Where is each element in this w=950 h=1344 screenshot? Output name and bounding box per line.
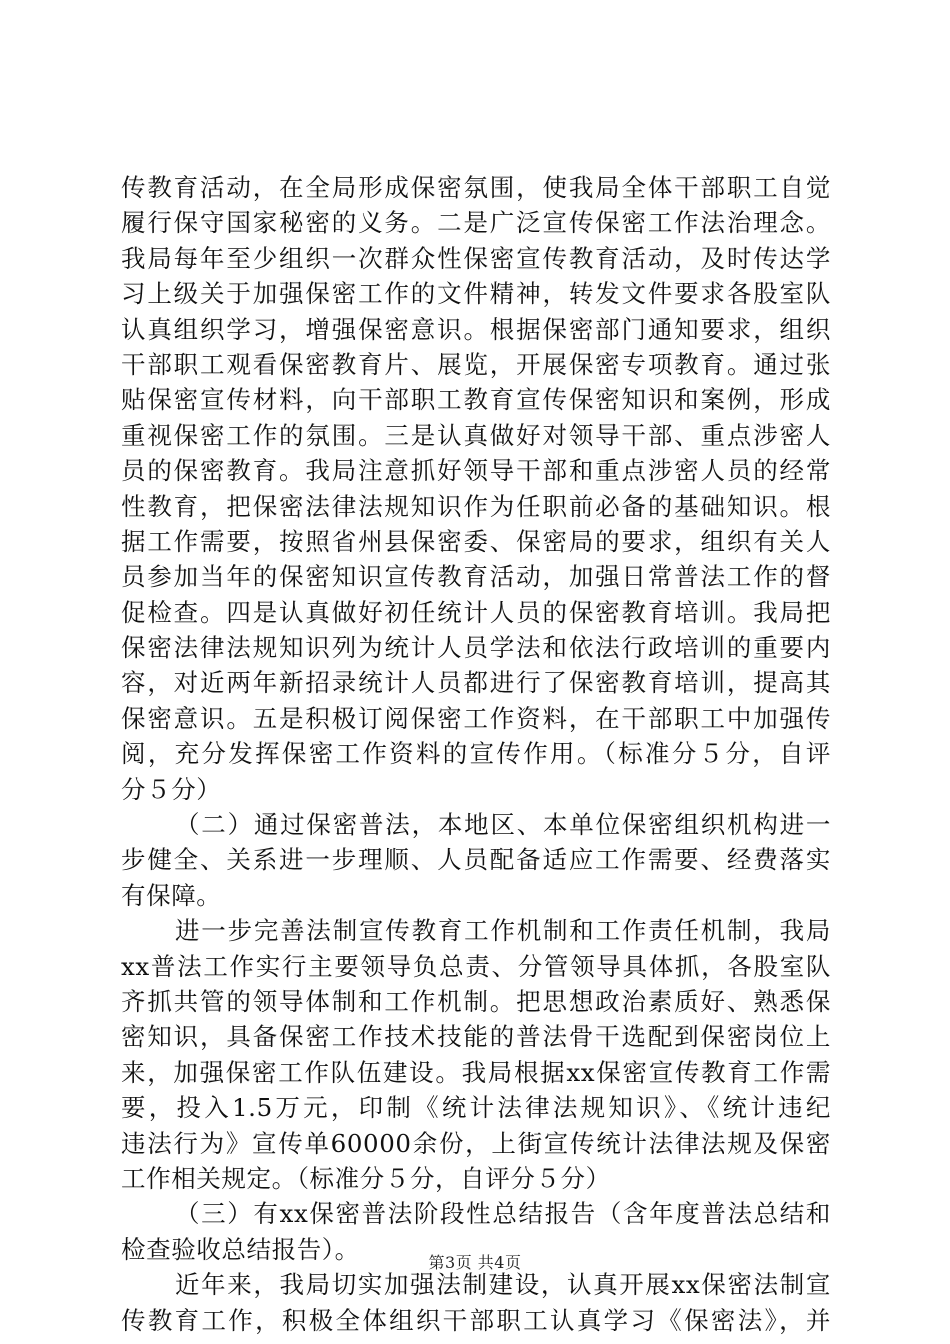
text-line: 有保障。: [121, 880, 222, 910]
text-line: 步健全、关系进一步理顺、人员配备适应工作需要、经费落实: [121, 845, 831, 875]
text-line: xx普法工作实行主要领导负总责、分管领导具体抓，各股室队: [121, 951, 831, 981]
text-line: 容，对近两年新招录统计人员都进行了保密教育培训，提高其: [121, 668, 831, 698]
section-heading-3: （三）有xx保密普法阶段性总结报告（含年度普法总结和: [175, 1199, 831, 1229]
text-line: 阅，充分发挥保密工作资料的宣传作用。（标准分５分，自评: [121, 739, 831, 769]
text-line: 重视保密工作的氛围。三是认真做好对领导干部、重点涉密人: [121, 420, 831, 450]
text-line: 我局每年至少组织一次群众性保密宣传教育活动，及时传达学: [121, 243, 831, 273]
text-line: 检查验收总结报告）。: [121, 1234, 360, 1264]
text-line: 传教育工作，积极全体组织干部职工认真学习《保密法》，并: [121, 1305, 831, 1335]
paragraph-start: 进一步完善法制宣传教育工作机制和工作责任机制，我局: [175, 916, 831, 946]
text-line: 据工作需要，按照省州县保密委、保密局的要求，组织有关人: [121, 526, 831, 556]
paragraph-start: 近年来，我局切实加强法制建设，认真开展xx保密法制宣: [175, 1270, 831, 1300]
text-line: 促检查。四是认真做好初任统计人员的保密教育培训。我局把: [121, 597, 831, 627]
text-line: 工作相关规定。（标准分５分，自评分５分）: [121, 1163, 611, 1193]
text-line: 密知识，具备保密工作技术技能的普法骨干选配到保密岗位上: [121, 1022, 831, 1052]
text-line: 违法行为》宣传单60000余份，上街宣传统计法律法规及保密: [121, 1128, 831, 1158]
text-line: 干部职工观看保密教育片、展览，开展保密专项教育。通过张: [121, 349, 831, 379]
text-line: 要，投入1.5万元，印制《统计法律法规知识》、《统计违纪: [121, 1093, 831, 1123]
text-line: 员的保密教育。我局注意抓好领导干部和重点涉密人员的经常: [121, 456, 831, 486]
text-line: 来，加强保密工作队伍建设。我局根据xx保密宣传教育工作需: [121, 1057, 831, 1087]
text-line: 保密意识。五是积极订阅保密工作资料，在干部职工中加强传: [121, 703, 831, 733]
text-line: 员参加当年的保密知识宣传教育活动，加强日常普法工作的督: [121, 562, 831, 592]
page-footer: 第3页 共4页: [428, 1253, 522, 1272]
text-line: 履行保守国家秘密的义务。二是广泛宣传保密工作法治理念。: [121, 208, 831, 238]
text-line: 分５分）: [121, 774, 222, 804]
section-heading-2: （二）通过保密普法，本地区、本单位保密组织机构进一: [175, 810, 831, 840]
text-line: 贴保密宣传材料，向干部职工教育宣传保密知识和案例，形成: [121, 385, 831, 415]
text-line: 保密法律法规知识列为统计人员学法和依法行政培训的重要内: [121, 633, 831, 663]
text-line: 齐抓共管的领导体制和工作机制。把思想政治素质好、熟悉保: [121, 986, 831, 1016]
text-line: 习上级关于加强保密工作的文件精神，转发文件要求各股室队: [121, 279, 831, 309]
text-line: 性教育，把保密法律法规知识作为任职前必备的基础知识。根: [121, 491, 831, 521]
text-line: 传教育活动，在全局形成保密氛围，使我局全体干部职工自觉: [121, 173, 831, 202]
text-line: 认真组织学习，增强保密意识。根据保密部门通知要求，组织: [121, 314, 831, 344]
document-body: [121, 170, 831, 1338]
